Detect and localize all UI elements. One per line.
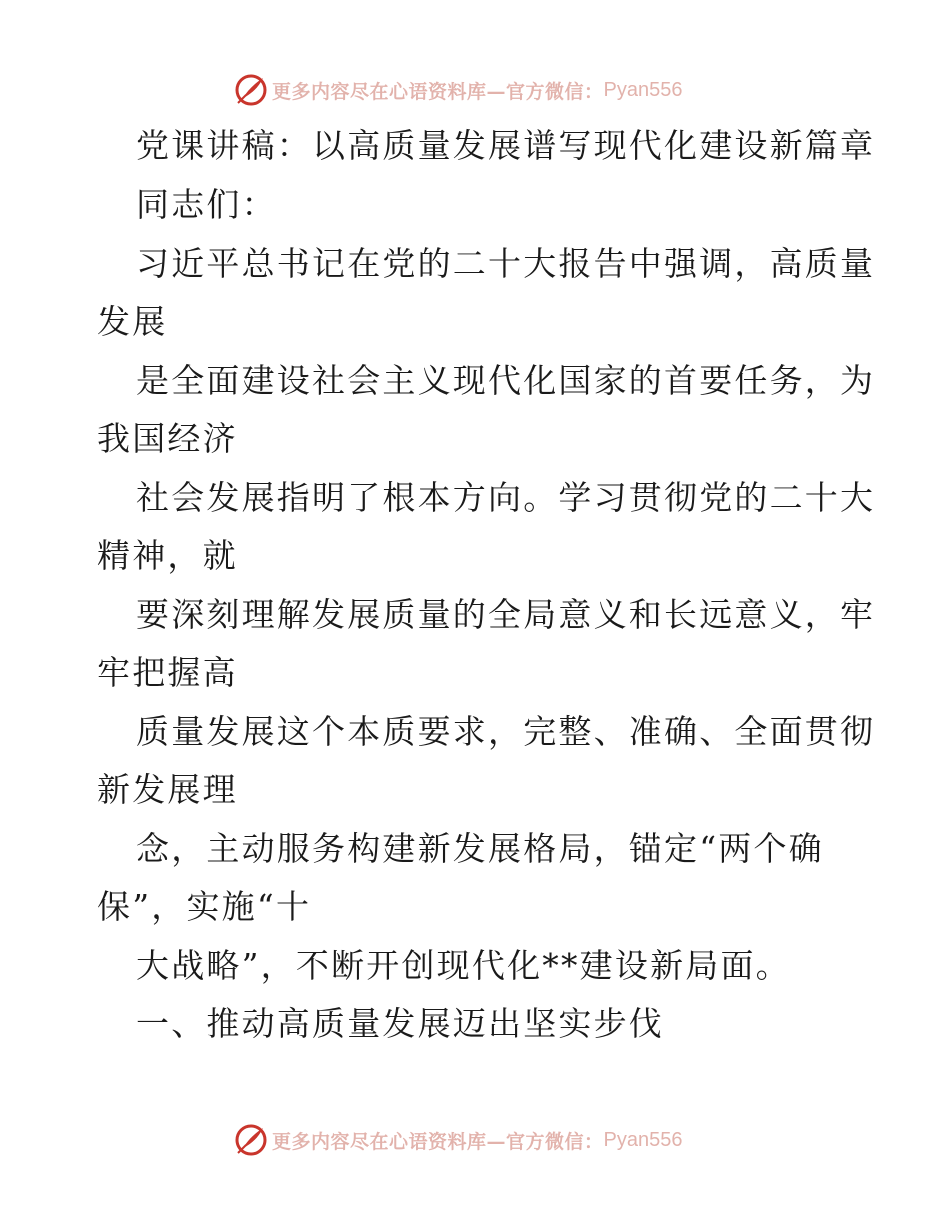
quill-logo-icon bbox=[234, 1123, 268, 1157]
paragraph-line: 社会发展指明了根本方向。学习贯彻党的二十大 bbox=[136, 478, 876, 517]
footer-watermark bbox=[234, 1122, 682, 1158]
paragraph-line: 新发展理 bbox=[97, 770, 238, 809]
paragraph-line: 牢把握高 bbox=[97, 653, 238, 692]
paragraph-line: 质量发展这个本质要求，完整、准确、全面贯彻 bbox=[136, 712, 876, 751]
paragraph-line: 精神，就 bbox=[97, 536, 238, 575]
document-title: 党课讲稿：以高质量发展谱写现代化建设新篇章 bbox=[136, 126, 876, 165]
paragraph-line: 习近平总书记在党的二十大报告中强调，高质量 bbox=[136, 244, 876, 283]
paragraph-line: 要深刻理解发展质量的全局意义和长远意义，牢 bbox=[136, 595, 876, 634]
paragraph-line: 保”，实施“十 bbox=[97, 887, 312, 926]
paragraph-line: 是全面建设社会主义现代化国家的首要任务，为 bbox=[136, 361, 876, 400]
quill-logo-icon bbox=[234, 73, 268, 107]
watermark-id: Pyan556 bbox=[603, 1128, 683, 1151]
watermark-text: 更多内容尽在心语资料库—官方微信： bbox=[272, 1130, 604, 1153]
section-heading: 一、推动高质量发展迈出坚实步伐 bbox=[136, 1004, 664, 1043]
paragraph-line: 念，主动服务构建新发展格局，锚定“两个确 bbox=[136, 829, 824, 868]
watermark-text: 更多内容尽在心语资料库—官方微信： bbox=[272, 80, 604, 103]
watermark-id: Pyan556 bbox=[603, 78, 683, 101]
paragraph-line: 发展 bbox=[97, 302, 168, 341]
paragraph-line: 我国经济 bbox=[97, 419, 238, 458]
salutation: 同志们： bbox=[136, 185, 277, 224]
header-watermark bbox=[234, 72, 682, 108]
paragraph-line: 大战略”，不断开创现代化**建设新局面。 bbox=[136, 946, 791, 985]
